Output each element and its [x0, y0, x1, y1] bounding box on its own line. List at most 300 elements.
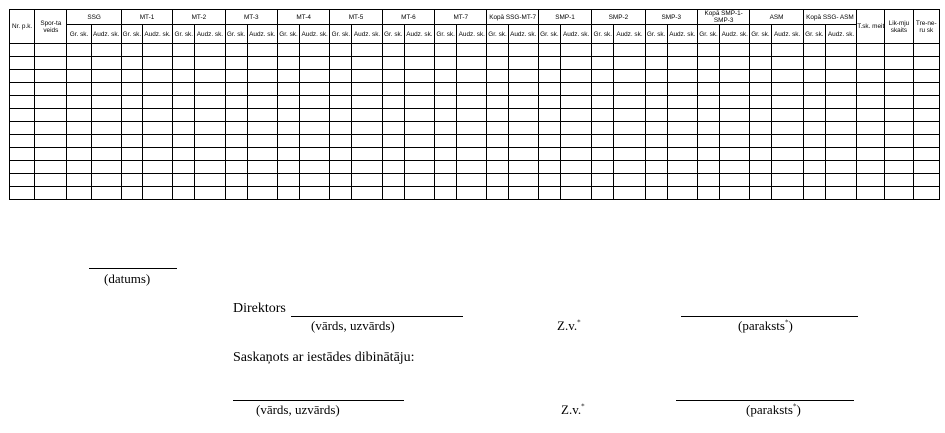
table-cell[interactable]	[330, 57, 352, 70]
table-cell[interactable]	[645, 122, 667, 135]
table-cell[interactable]	[457, 174, 487, 187]
table-cell[interactable]	[508, 135, 538, 148]
table-cell[interactable]	[225, 57, 247, 70]
table-cell[interactable]	[195, 109, 225, 122]
table-cell[interactable]	[560, 57, 591, 70]
table-cell[interactable]	[457, 122, 487, 135]
table-cell[interactable]	[645, 57, 667, 70]
table-cell[interactable]	[645, 174, 667, 187]
table-cell[interactable]	[277, 187, 299, 200]
table-cell[interactable]	[508, 122, 538, 135]
table-cell[interactable]	[10, 174, 35, 187]
table-cell[interactable]	[67, 161, 91, 174]
table-cell[interactable]	[121, 187, 142, 200]
table-cell[interactable]	[277, 174, 299, 187]
table-cell[interactable]	[487, 135, 508, 148]
table-cell[interactable]	[697, 135, 719, 148]
table-cell[interactable]	[195, 83, 225, 96]
table-cell[interactable]	[10, 83, 35, 96]
table-cell[interactable]	[487, 44, 508, 57]
table-cell[interactable]	[195, 187, 225, 200]
table-cell[interactable]	[121, 83, 142, 96]
table-cell[interactable]	[247, 70, 277, 83]
table-cell[interactable]	[697, 148, 719, 161]
table-cell[interactable]	[538, 122, 560, 135]
table-cell[interactable]	[277, 135, 299, 148]
table-cell[interactable]	[195, 57, 225, 70]
table-cell[interactable]	[720, 148, 750, 161]
table-cell[interactable]	[825, 122, 856, 135]
table-cell[interactable]	[771, 83, 803, 96]
table-cell[interactable]	[404, 174, 434, 187]
table-cell[interactable]	[560, 70, 591, 83]
table-cell[interactable]	[487, 122, 508, 135]
table-cell[interactable]	[750, 70, 771, 83]
table-cell[interactable]	[35, 161, 67, 174]
table-cell[interactable]	[667, 174, 697, 187]
table-cell[interactable]	[330, 122, 352, 135]
table-cell[interactable]	[720, 135, 750, 148]
table-cell[interactable]	[247, 122, 277, 135]
table-cell[interactable]	[771, 148, 803, 161]
table-cell[interactable]	[10, 44, 35, 57]
table-cell[interactable]	[435, 57, 457, 70]
table-cell[interactable]	[457, 83, 487, 96]
table-cell[interactable]	[667, 135, 697, 148]
table-cell[interactable]	[247, 109, 277, 122]
table-cell[interactable]	[91, 44, 121, 57]
table-cell[interactable]	[91, 83, 121, 96]
table-cell[interactable]	[487, 174, 508, 187]
table-cell[interactable]	[277, 109, 299, 122]
table-cell[interactable]	[330, 135, 352, 148]
table-cell[interactable]	[487, 96, 508, 109]
table-cell[interactable]	[771, 187, 803, 200]
table-cell[interactable]	[771, 57, 803, 70]
table-cell[interactable]	[382, 135, 404, 148]
table-cell[interactable]	[697, 161, 719, 174]
table-cell[interactable]	[142, 44, 172, 57]
table-cell[interactable]	[697, 122, 719, 135]
table-cell[interactable]	[382, 83, 404, 96]
table-cell[interactable]	[913, 122, 939, 135]
table-cell[interactable]	[300, 83, 330, 96]
table-cell[interactable]	[560, 96, 591, 109]
table-cell[interactable]	[67, 148, 91, 161]
table-cell[interactable]	[121, 109, 142, 122]
table-cell[interactable]	[300, 70, 330, 83]
table-cell[interactable]	[538, 161, 560, 174]
table-cell[interactable]	[142, 70, 172, 83]
table-cell[interactable]	[614, 83, 645, 96]
table-cell[interactable]	[300, 161, 330, 174]
table-cell[interactable]	[173, 187, 195, 200]
table-cell[interactable]	[720, 70, 750, 83]
table-cell[interactable]	[142, 83, 172, 96]
table-cell[interactable]	[67, 70, 91, 83]
table-cell[interactable]	[592, 187, 614, 200]
table-cell[interactable]	[173, 83, 195, 96]
table-cell[interactable]	[330, 83, 352, 96]
table-cell[interactable]	[404, 122, 434, 135]
table-cell[interactable]	[225, 122, 247, 135]
table-cell[interactable]	[91, 109, 121, 122]
table-cell[interactable]	[857, 161, 885, 174]
table-cell[interactable]	[67, 174, 91, 187]
table-cell[interactable]	[91, 187, 121, 200]
table-cell[interactable]	[457, 148, 487, 161]
table-cell[interactable]	[352, 122, 382, 135]
table-cell[interactable]	[487, 109, 508, 122]
table-cell[interactable]	[885, 135, 913, 148]
table-cell[interactable]	[592, 135, 614, 148]
table-cell[interactable]	[667, 122, 697, 135]
table-cell[interactable]	[404, 57, 434, 70]
table-cell[interactable]	[885, 57, 913, 70]
table-cell[interactable]	[750, 57, 771, 70]
table-cell[interactable]	[404, 44, 434, 57]
table-cell[interactable]	[173, 57, 195, 70]
table-cell[interactable]	[750, 135, 771, 148]
table-cell[interactable]	[885, 122, 913, 135]
table-cell[interactable]	[457, 57, 487, 70]
table-cell[interactable]	[645, 135, 667, 148]
table-cell[interactable]	[913, 70, 939, 83]
table-cell[interactable]	[435, 161, 457, 174]
table-cell[interactable]	[35, 57, 67, 70]
table-cell[interactable]	[330, 148, 352, 161]
table-cell[interactable]	[404, 148, 434, 161]
table-cell[interactable]	[173, 148, 195, 161]
table-cell[interactable]	[352, 135, 382, 148]
table-cell[interactable]	[803, 44, 825, 57]
table-cell[interactable]	[560, 83, 591, 96]
table-cell[interactable]	[750, 96, 771, 109]
table-cell[interactable]	[225, 109, 247, 122]
table-cell[interactable]	[825, 135, 856, 148]
table-cell[interactable]	[457, 135, 487, 148]
table-cell[interactable]	[913, 96, 939, 109]
table-cell[interactable]	[614, 187, 645, 200]
table-cell[interactable]	[352, 174, 382, 187]
table-cell[interactable]	[771, 174, 803, 187]
table-cell[interactable]	[508, 70, 538, 83]
table-cell[interactable]	[300, 135, 330, 148]
table-cell[interactable]	[35, 135, 67, 148]
table-cell[interactable]	[247, 83, 277, 96]
table-cell[interactable]	[247, 96, 277, 109]
table-cell[interactable]	[697, 57, 719, 70]
table-cell[interactable]	[857, 96, 885, 109]
table-cell[interactable]	[803, 187, 825, 200]
table-cell[interactable]	[592, 161, 614, 174]
table-cell[interactable]	[330, 187, 352, 200]
table-cell[interactable]	[750, 148, 771, 161]
table-cell[interactable]	[195, 161, 225, 174]
table-cell[interactable]	[560, 187, 591, 200]
table-cell[interactable]	[614, 148, 645, 161]
table-cell[interactable]	[614, 44, 645, 57]
table-cell[interactable]	[247, 57, 277, 70]
table-cell[interactable]	[697, 44, 719, 57]
table-cell[interactable]	[352, 83, 382, 96]
table-cell[interactable]	[142, 57, 172, 70]
table-cell[interactable]	[142, 122, 172, 135]
table-cell[interactable]	[142, 161, 172, 174]
table-cell[interactable]	[667, 148, 697, 161]
table-cell[interactable]	[142, 96, 172, 109]
table-cell[interactable]	[435, 96, 457, 109]
table-cell[interactable]	[195, 135, 225, 148]
table-cell[interactable]	[720, 122, 750, 135]
table-cell[interactable]	[508, 96, 538, 109]
table-cell[interactable]	[645, 187, 667, 200]
table-cell[interactable]	[91, 174, 121, 187]
table-cell[interactable]	[803, 122, 825, 135]
table-cell[interactable]	[697, 70, 719, 83]
table-cell[interactable]	[352, 161, 382, 174]
table-cell[interactable]	[645, 83, 667, 96]
table-cell[interactable]	[560, 122, 591, 135]
table-cell[interactable]	[885, 187, 913, 200]
table-cell[interactable]	[508, 57, 538, 70]
table-cell[interactable]	[142, 187, 172, 200]
table-cell[interactable]	[195, 122, 225, 135]
table-cell[interactable]	[225, 161, 247, 174]
table-cell[interactable]	[885, 109, 913, 122]
table-cell[interactable]	[803, 96, 825, 109]
table-cell[interactable]	[614, 109, 645, 122]
table-cell[interactable]	[91, 161, 121, 174]
table-cell[interactable]	[10, 187, 35, 200]
table-cell[interactable]	[352, 96, 382, 109]
table-cell[interactable]	[913, 44, 939, 57]
table-cell[interactable]	[330, 109, 352, 122]
table-cell[interactable]	[10, 122, 35, 135]
table-cell[interactable]	[67, 187, 91, 200]
table-cell[interactable]	[142, 174, 172, 187]
table-cell[interactable]	[300, 122, 330, 135]
table-cell[interactable]	[614, 135, 645, 148]
table-cell[interactable]	[645, 70, 667, 83]
table-cell[interactable]	[382, 109, 404, 122]
table-cell[interactable]	[803, 174, 825, 187]
table-cell[interactable]	[487, 187, 508, 200]
table-cell[interactable]	[225, 148, 247, 161]
table-cell[interactable]	[667, 161, 697, 174]
table-cell[interactable]	[538, 187, 560, 200]
table-cell[interactable]	[667, 96, 697, 109]
table-cell[interactable]	[508, 44, 538, 57]
table-cell[interactable]	[667, 57, 697, 70]
table-cell[interactable]	[508, 148, 538, 161]
table-cell[interactable]	[857, 57, 885, 70]
table-cell[interactable]	[508, 187, 538, 200]
table-cell[interactable]	[825, 109, 856, 122]
table-cell[interactable]	[404, 161, 434, 174]
table-cell[interactable]	[91, 57, 121, 70]
table-cell[interactable]	[121, 148, 142, 161]
table-cell[interactable]	[771, 109, 803, 122]
table-cell[interactable]	[825, 70, 856, 83]
table-cell[interactable]	[352, 70, 382, 83]
table-cell[interactable]	[435, 187, 457, 200]
table-cell[interactable]	[195, 148, 225, 161]
table-cell[interactable]	[803, 57, 825, 70]
table-cell[interactable]	[10, 57, 35, 70]
table-cell[interactable]	[173, 122, 195, 135]
table-cell[interactable]	[382, 44, 404, 57]
table-cell[interactable]	[173, 109, 195, 122]
table-cell[interactable]	[592, 122, 614, 135]
table-cell[interactable]	[195, 174, 225, 187]
table-cell[interactable]	[750, 109, 771, 122]
table-cell[interactable]	[825, 148, 856, 161]
table-cell[interactable]	[538, 44, 560, 57]
table-cell[interactable]	[720, 174, 750, 187]
table-cell[interactable]	[247, 187, 277, 200]
table-cell[interactable]	[614, 70, 645, 83]
table-cell[interactable]	[750, 44, 771, 57]
table-cell[interactable]	[67, 135, 91, 148]
table-cell[interactable]	[330, 70, 352, 83]
table-cell[interactable]	[614, 174, 645, 187]
table-cell[interactable]	[277, 96, 299, 109]
table-cell[interactable]	[913, 161, 939, 174]
table-cell[interactable]	[121, 135, 142, 148]
table-cell[interactable]	[592, 83, 614, 96]
table-cell[interactable]	[352, 57, 382, 70]
table-cell[interactable]	[300, 57, 330, 70]
table-cell[interactable]	[825, 187, 856, 200]
table-cell[interactable]	[225, 174, 247, 187]
table-cell[interactable]	[457, 161, 487, 174]
table-cell[interactable]	[91, 70, 121, 83]
table-cell[interactable]	[435, 174, 457, 187]
table-cell[interactable]	[142, 135, 172, 148]
table-cell[interactable]	[614, 122, 645, 135]
table-cell[interactable]	[435, 44, 457, 57]
table-cell[interactable]	[487, 148, 508, 161]
table-cell[interactable]	[10, 96, 35, 109]
table-cell[interactable]	[885, 70, 913, 83]
table-cell[interactable]	[857, 83, 885, 96]
table-cell[interactable]	[825, 96, 856, 109]
table-cell[interactable]	[142, 109, 172, 122]
table-cell[interactable]	[538, 83, 560, 96]
table-cell[interactable]	[382, 187, 404, 200]
table-cell[interactable]	[121, 44, 142, 57]
table-cell[interactable]	[352, 44, 382, 57]
table-cell[interactable]	[67, 122, 91, 135]
table-cell[interactable]	[771, 122, 803, 135]
table-cell[interactable]	[404, 135, 434, 148]
table-cell[interactable]	[803, 83, 825, 96]
table-cell[interactable]	[277, 83, 299, 96]
table-cell[interactable]	[457, 70, 487, 83]
table-cell[interactable]	[35, 109, 67, 122]
table-cell[interactable]	[720, 57, 750, 70]
table-cell[interactable]	[300, 109, 330, 122]
table-cell[interactable]	[435, 135, 457, 148]
table-cell[interactable]	[67, 44, 91, 57]
table-cell[interactable]	[825, 161, 856, 174]
table-cell[interactable]	[382, 57, 404, 70]
table-cell[interactable]	[803, 161, 825, 174]
table-cell[interactable]	[330, 161, 352, 174]
table-cell[interactable]	[508, 161, 538, 174]
table-cell[interactable]	[771, 44, 803, 57]
table-cell[interactable]	[592, 109, 614, 122]
table-cell[interactable]	[10, 135, 35, 148]
table-cell[interactable]	[538, 109, 560, 122]
table-cell[interactable]	[225, 70, 247, 83]
table-cell[interactable]	[277, 44, 299, 57]
table-cell[interactable]	[487, 70, 508, 83]
table-cell[interactable]	[300, 96, 330, 109]
table-cell[interactable]	[803, 70, 825, 83]
table-cell[interactable]	[750, 187, 771, 200]
table-cell[interactable]	[247, 161, 277, 174]
table-cell[interactable]	[404, 70, 434, 83]
table-cell[interactable]	[614, 57, 645, 70]
table-cell[interactable]	[121, 161, 142, 174]
table-cell[interactable]	[538, 135, 560, 148]
table-cell[interactable]	[277, 148, 299, 161]
table-cell[interactable]	[697, 187, 719, 200]
table-cell[interactable]	[560, 109, 591, 122]
table-cell[interactable]	[173, 135, 195, 148]
table-cell[interactable]	[614, 161, 645, 174]
table-cell[interactable]	[825, 57, 856, 70]
table-cell[interactable]	[300, 44, 330, 57]
table-cell[interactable]	[885, 96, 913, 109]
table-cell[interactable]	[857, 109, 885, 122]
table-cell[interactable]	[913, 148, 939, 161]
table-cell[interactable]	[508, 109, 538, 122]
table-cell[interactable]	[35, 44, 67, 57]
table-cell[interactable]	[538, 174, 560, 187]
table-cell[interactable]	[560, 135, 591, 148]
table-cell[interactable]	[121, 70, 142, 83]
table-cell[interactable]	[487, 161, 508, 174]
table-cell[interactable]	[35, 70, 67, 83]
table-cell[interactable]	[435, 122, 457, 135]
table-cell[interactable]	[857, 44, 885, 57]
table-cell[interactable]	[487, 83, 508, 96]
table-cell[interactable]	[457, 44, 487, 57]
table-cell[interactable]	[247, 148, 277, 161]
table-cell[interactable]	[913, 174, 939, 187]
table-cell[interactable]	[645, 161, 667, 174]
table-cell[interactable]	[435, 70, 457, 83]
table-cell[interactable]	[857, 187, 885, 200]
table-cell[interactable]	[382, 70, 404, 83]
table-cell[interactable]	[885, 83, 913, 96]
table-cell[interactable]	[457, 96, 487, 109]
table-cell[interactable]	[592, 44, 614, 57]
table-cell[interactable]	[195, 44, 225, 57]
table-cell[interactable]	[10, 70, 35, 83]
table-cell[interactable]	[10, 109, 35, 122]
table-cell[interactable]	[697, 174, 719, 187]
table-cell[interactable]	[667, 109, 697, 122]
table-cell[interactable]	[195, 96, 225, 109]
table-cell[interactable]	[771, 70, 803, 83]
table-cell[interactable]	[404, 96, 434, 109]
table-cell[interactable]	[247, 44, 277, 57]
table-cell[interactable]	[352, 148, 382, 161]
